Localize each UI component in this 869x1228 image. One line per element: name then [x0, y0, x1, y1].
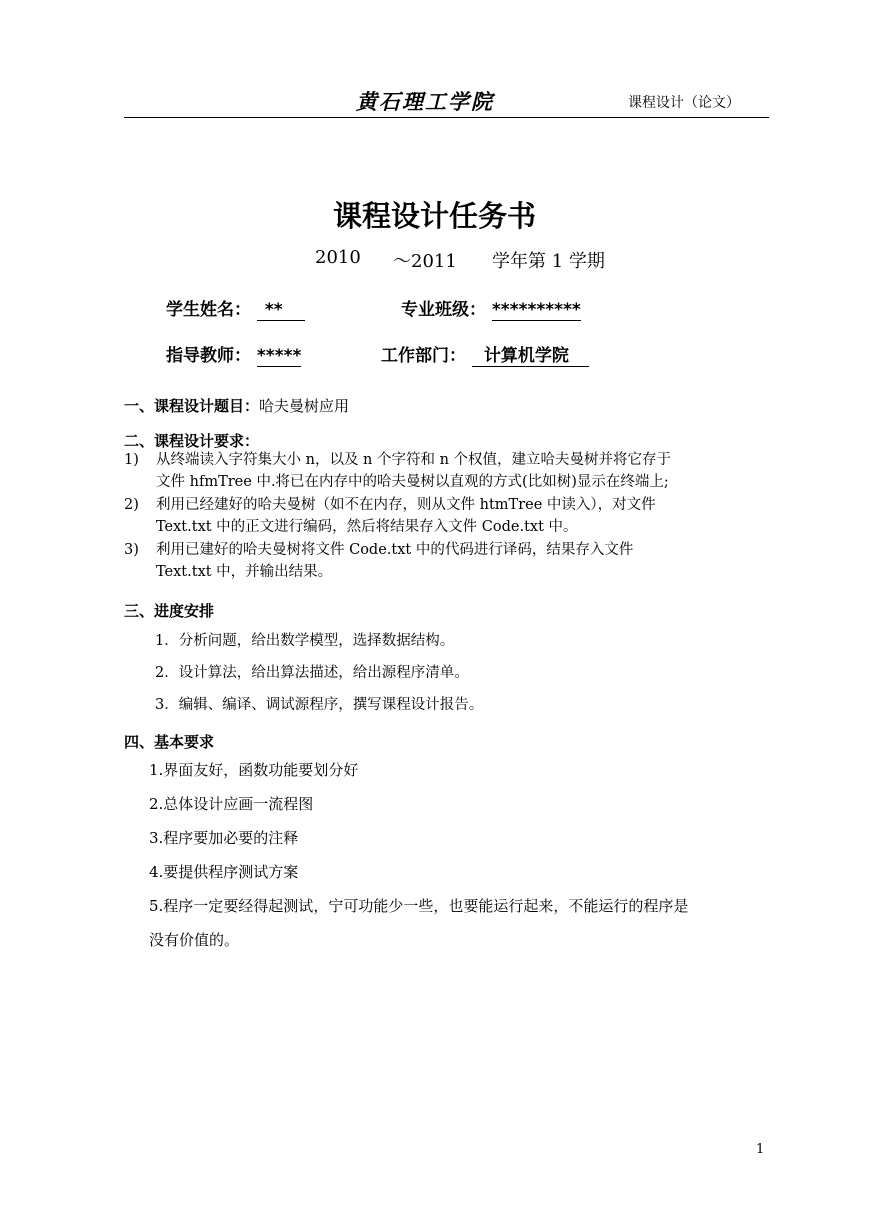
header-doc-type: 课程设计（论文） [628, 95, 740, 111]
section-requirements-heading: 二、课程设计要求： [124, 432, 260, 450]
student-name-label: 学生姓名： [166, 300, 251, 320]
requirement-line: 从终端读入字符集大小 n，以及 n 个字符和 n 个权值，建立哈夫曼树并将它存于 [156, 452, 672, 468]
student-name-field [166, 295, 305, 321]
term-semester: 学年第 1 学期 [492, 251, 605, 272]
document-title: 课程设计任务书 [332, 199, 536, 233]
requirement-number: 1) [124, 452, 139, 468]
requirement-line: 利用已建好的哈夫曼树将文件 Code.txt 中的代码进行译码，结果存入文件 [156, 542, 634, 558]
header-divider [124, 117, 769, 118]
section-topic [124, 395, 349, 416]
section-schedule-heading: 三、进度安排 [124, 602, 215, 620]
class-value: ********** [491, 300, 581, 320]
basic-item: 2.总体设计应画一流程图 [149, 795, 314, 813]
requirement-line: Text.txt 中的正文进行编码，然后将结果存入文件 Code.txt 中。 [156, 519, 578, 535]
page-number: 1 [756, 1142, 765, 1157]
teacher-label: 指导教师： [166, 346, 251, 366]
schedule-item: 1．分析问题，给出数学模型，选择数据结构。 [155, 633, 455, 649]
term-start-year: 2010 [315, 247, 361, 268]
basic-item: 没有价值的。 [149, 931, 240, 949]
requirement-number: 3) [124, 542, 139, 558]
requirement-line: 文件 hfmTree 中.将已在内存中的哈夫曼树以直观的方式(比如树)显示在终端上; [156, 474, 669, 490]
section-topic-value: 哈夫曼树应用 [259, 397, 350, 415]
requirement-number: 2) [124, 497, 139, 513]
institution-logo-text: 黄石理工学院 [356, 89, 494, 114]
section-basic-heading: 四、基本要求 [124, 733, 215, 751]
student-name-value: ** [257, 300, 305, 321]
requirement-line: Text.txt 中，并输出结果。 [156, 564, 333, 580]
basic-item: 1.界面友好，函数功能要划分好 [149, 761, 359, 779]
teacher-field [166, 341, 301, 367]
department-value: 计算机学院 [472, 341, 589, 367]
requirement-item [156, 494, 772, 538]
requirement-item [156, 449, 772, 493]
basic-item: 3.程序要加必要的注释 [149, 829, 299, 847]
basic-requirements-list [149, 753, 771, 957]
section-topic-heading: 一、课程设计题目： [124, 397, 260, 415]
department-label: 工作部门： [381, 346, 466, 366]
requirement-line: 利用已经建好的哈夫曼树（如不在内存，则从文件 htmTree 中读入），对文件 [156, 497, 656, 513]
schedule-item: 3．编辑、编译、调试源程序，撰写课程设计报告。 [155, 697, 484, 713]
schedule-item: 2．设计算法，给出算法描述，给出源程序清单。 [155, 665, 469, 681]
teacher-value: ***** [256, 346, 302, 366]
requirement-item [156, 539, 772, 583]
basic-item: 4.要提供程序测试方案 [149, 863, 299, 881]
basic-item: 5.程序一定要经得起测试，宁可功能少一些，也要能运行起来，不能运行的程序是 [149, 897, 689, 915]
term-end-year: ～2011 [393, 251, 457, 272]
class-field [401, 295, 581, 321]
department-field [381, 341, 589, 367]
class-label: 专业班级： [401, 300, 486, 320]
